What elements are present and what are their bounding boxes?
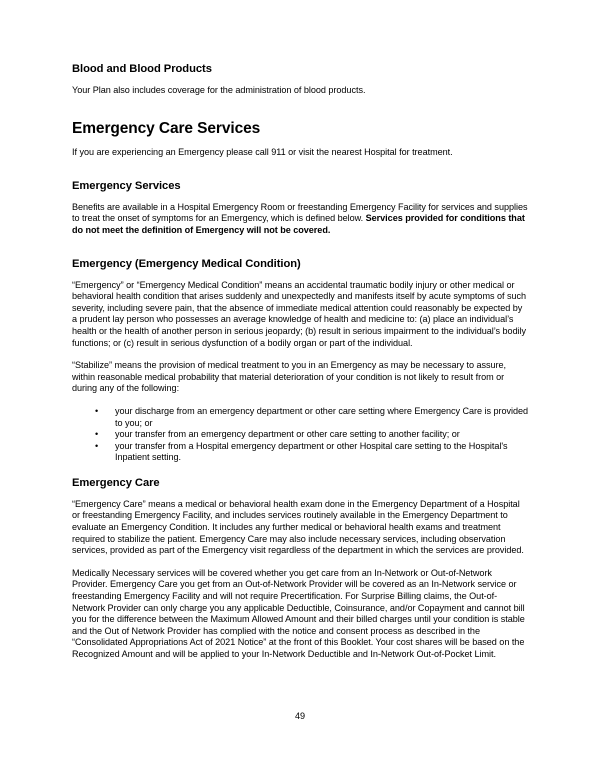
list-item-text: your discharge from an emergency department or other care setting where Emergency Care is provided to you; or: [115, 405, 529, 428]
spacer: [72, 97, 529, 120]
page-number: 49: [294, 711, 306, 721]
paragraph-emergency-call-911: If you are experiencing an Emergency please call 911 or visit the nearest Hospital for treatment.: [72, 147, 453, 158]
heading-emergency-services: Emergency Services: [72, 179, 181, 192]
heading-emergency-care: Emergency Care: [72, 476, 160, 489]
paragraph-emergency-services: [72, 202, 529, 237]
heading-blood-and-blood-products: Blood and Blood Products: [72, 63, 212, 75]
spacer: [72, 237, 529, 257]
list-item: [72, 406, 529, 429]
page-content: [72, 62, 529, 661]
bullet-icon: •: [95, 429, 99, 440]
spacer: [72, 464, 529, 476]
spacer: [72, 138, 529, 147]
list-item-text: your transfer from a Hospital emergency department or other Hospital care setting to the Hospital's Inpatient setting.: [115, 440, 508, 463]
heading-emergency-care-services: Emergency Care Services: [72, 119, 261, 137]
spacer: [72, 349, 529, 360]
page-footer: [0, 706, 600, 724]
spacer: [72, 395, 529, 406]
stabilize-bullet-list: [72, 406, 529, 464]
paragraph-blood-products: Your Plan also includes coverage for the administration of blood products.: [72, 85, 366, 95]
spacer: [72, 193, 529, 202]
spacer: [72, 490, 529, 499]
paragraph-emergency-services-plain-run: Benefits are available in a Hospital Emergency Room or freestanding Emergency Facility for services and supplies to treat the onset of symptoms for an Emergency, which is defined below.: [72, 201, 528, 224]
spacer: [72, 159, 529, 179]
list-item: [72, 441, 529, 464]
spacer: [72, 271, 529, 280]
paragraph-emergency-definition: “Emergency” or “Emergency Medical Condition” means an accidental traumatic bodily injury or other medical or behavioral health condition that arises suddenly and unexpectedly and manifests itself by acute symptoms of such severity, including severe pain, that the absence of immediate medical attention could reasonably be expected by a prudent lay person who possesses an average knowledge of health and medicine to: (a) place an individual’s health or the health of another person in serious jeopardy; (b) result in serious impairment to the individual’s bodily functions; or (c) result in serious dysfunction of a bodily organ or part of the individual.: [72, 279, 527, 348]
paragraph-emergency-services-bold-run: Services provided for conditions that do not meet the definition of Emergency will not be covered.: [72, 213, 525, 235]
bullet-icon: •: [95, 405, 99, 416]
paragraph-stabilize-definition: “Stabilize” means the provision of medical treatment to you in an Emergency as may be necessary to assure, within reasonable medical probability that material deterioration of your condition is not likely to result from or during any of the following:: [72, 360, 506, 394]
spacer: [72, 557, 529, 568]
list-item-text: your transfer from an emergency department or other care setting to another facility; or: [115, 429, 460, 440]
heading-emergency-medical-condition: Emergency (Emergency Medical Condition): [72, 257, 301, 270]
spacer: [72, 76, 529, 85]
list-item: [72, 429, 529, 441]
paragraph-network-coverage: Medically Necessary services will be covered whether you get care from an In-Network or Out-of-Network Provider. Emergency Care you get from an Out-of-Network Provider will be covered as an In-Network service or freestanding Emergency Facility and will not require Precertification. For Surprise Billing claims, the Out-of-Network Provider can only charge you any applicable Deductible, Coinsurance, and/or Copayment and cannot bill you for the difference between the Maximum Allowed Amount and their billed charges until your condition is stable and the Out of Network Provider has complied with the notice and consent process as described in the “Consolidated Appropriations Act of 2021 Notice” at the front of this Booklet. Your cost shares will be based on the Recognized Amount and will be applied to your In-Network Deductible and In-Network Out-of-Pocket Limit.: [72, 567, 525, 659]
bullet-icon: •: [95, 440, 99, 451]
paragraph-emergency-care-definition: “Emergency Care” means a medical or behavioral health exam done in the Emergency Department of a Hospital or freestanding Emergency Facility, and includes services routinely available in the Emergency Department to evaluate an Emergency Condition. It includes any further medical or behavioral health exams and treatment required to stabilize the patient. Emergency Care may also include necessary services, including observation services, provided as part of the Emergency visit regardless of the department in which the services are provided.: [72, 498, 524, 556]
